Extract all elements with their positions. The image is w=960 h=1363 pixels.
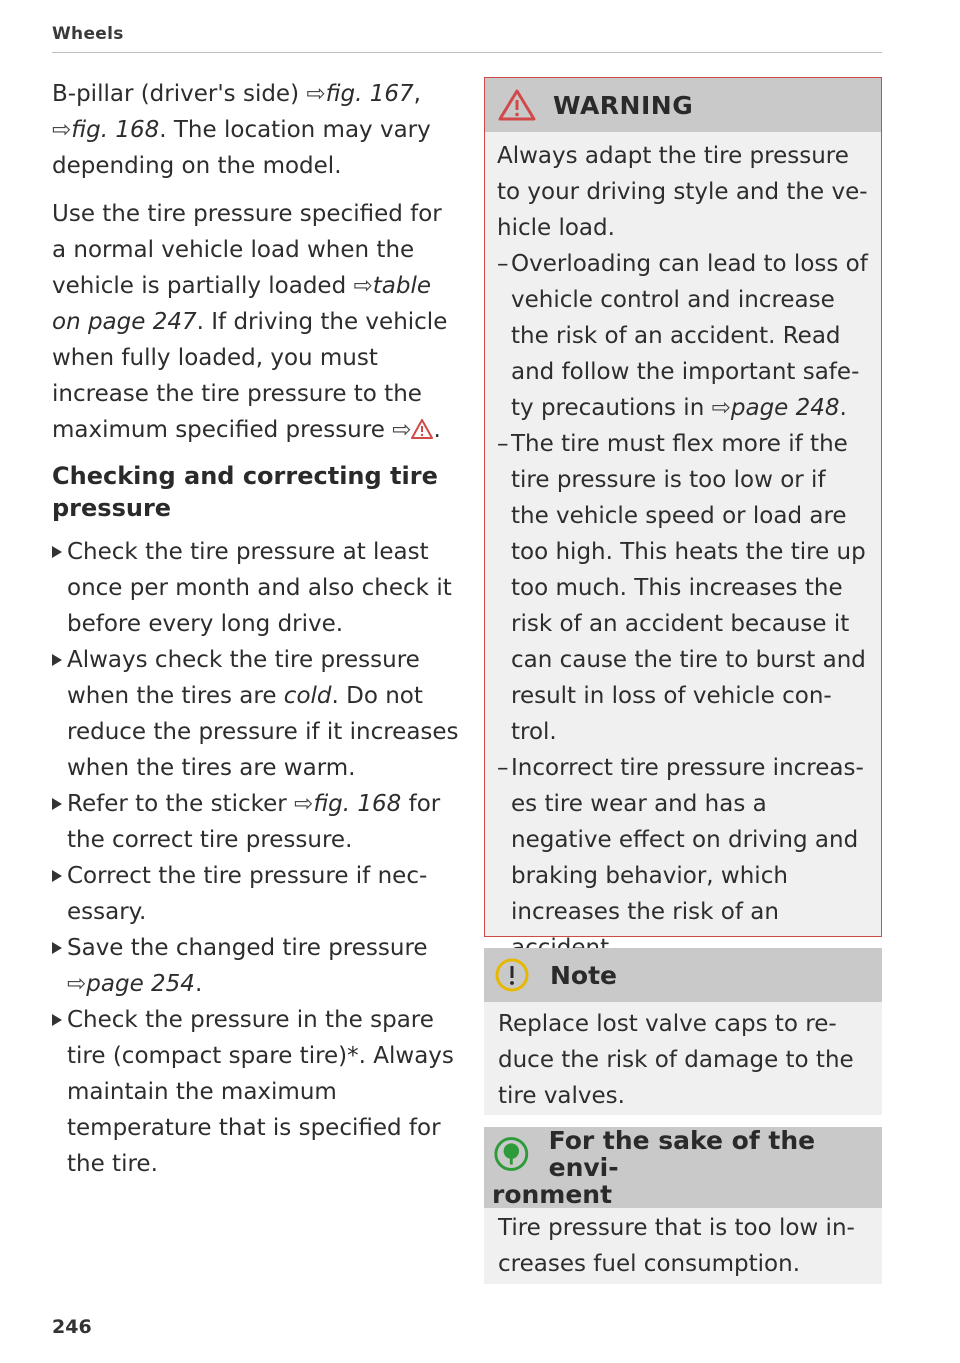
warning-triangle-icon[interactable] (411, 419, 433, 439)
list-item: Refer to the sticker ⇨fig. 168 for the correct tire pressure. (52, 786, 460, 858)
warning-box (484, 77, 882, 937)
warning-list (497, 246, 869, 966)
ref-page-254[interactable]: page 254 (86, 971, 195, 997)
list-item: Check the pressure in the spare tire (compact spare tire)*. Always maintain the maximum temperature that is specified for the tire. (52, 1002, 460, 1182)
list-item: Always check the tire pressure when the tires are cold. Do not reduce the pressure if it increases when the tires are warm. (52, 642, 460, 786)
header-divider (52, 52, 882, 53)
bullet-triangle-icon (52, 546, 62, 558)
list-item: Save the changed tire pressure ⇨page 254. (52, 930, 460, 1002)
ref-arrow-icon: ⇨ (306, 81, 326, 107)
warning-triangle-icon (497, 88, 537, 122)
ref-fig-168[interactable]: fig. 168 (313, 791, 402, 817)
bullet-triangle-icon (52, 654, 62, 666)
list-item: Correct the tire pressure if necessary. (52, 858, 460, 930)
list-item: – Incorrect tire pressure increases tire wear and has a negative effect on driving and braking behavior, which increases the risk of an (497, 755, 864, 925)
ref-arrow-icon: ⇨ (52, 117, 72, 143)
list-item: – The tire must flex more if the tire pressure is too low or if the vehicle speed or load are too high. This heats the tire up too much. This increases the risk of an accident because it can cause the tire to burst and result in loss of vehicle control. (497, 431, 866, 745)
running-header: Wheels (52, 24, 124, 44)
warning-body (485, 132, 881, 966)
note-exclamation-icon (494, 957, 530, 993)
ref-arrow-icon: ⇨ (67, 971, 87, 997)
environment-box (484, 1127, 882, 1284)
warning-title: WARNING (553, 90, 694, 120)
ref-arrow-icon: ⇨ (392, 417, 412, 443)
environment-title-line2: ronment (492, 1180, 613, 1209)
left-column (52, 76, 460, 1182)
warning-intro: Always adapt the tire pressure to your driving style and the vehicle load. (497, 143, 868, 241)
bullet-triangle-icon (52, 1014, 62, 1026)
ref-arrow-icon: ⇨ (711, 395, 731, 421)
page-number: 246 (52, 1316, 92, 1338)
step-list (52, 534, 460, 1182)
ref-fig-167[interactable]: fig. 167 (325, 81, 414, 107)
list-item: Check the tire pressure at least once per month and also check it before every long drive. (52, 534, 460, 642)
ref-page-248[interactable]: page 248 (730, 395, 840, 421)
ref-arrow-icon: ⇨ (294, 791, 314, 817)
bullet-triangle-icon (52, 870, 62, 882)
warning-header (485, 78, 881, 132)
paragraph-pressure-location: B-pillar (driver's side) ⇨fig. 167, ⇨fig. 168. The location may vary depending on the model. (52, 81, 431, 179)
ref-arrow-icon: ⇨ (353, 273, 373, 299)
ref-fig-168[interactable]: fig. 168 (71, 117, 160, 143)
note-body: Replace lost valve caps to reduce the risk of damage to the tire valves. (498, 1011, 854, 1109)
note-title: Note (550, 960, 618, 990)
bullet-triangle-icon (52, 798, 62, 810)
bullet-triangle-icon (52, 942, 62, 954)
paragraph-pressure-load: Use the tire pressure specified for a normal vehicle load when the vehicle is partially loaded ⇨table on page 247. If driving the vehicle when fully loaded, you must increase the tire pressure to the maximum specified pressure ⇨ . (52, 201, 448, 443)
ref-table-page-247[interactable]: table on page 247 (52, 273, 432, 335)
section-title: Checking and correcting tire pressure (52, 462, 438, 522)
environment-header (484, 1127, 882, 1208)
environment-tree-icon (492, 1134, 531, 1174)
environment-body: Tire pressure that is too low increases fuel consumption. (498, 1215, 855, 1277)
note-header (484, 948, 882, 1002)
list-item: – Overloading can lead to loss of vehicle control and increase the risk of an accident. Read and follow the important safety precautions in ⇨page 248. (497, 251, 868, 421)
note-box (484, 948, 882, 1115)
environment-title-line1: For the sake of the envi- (548, 1126, 816, 1182)
